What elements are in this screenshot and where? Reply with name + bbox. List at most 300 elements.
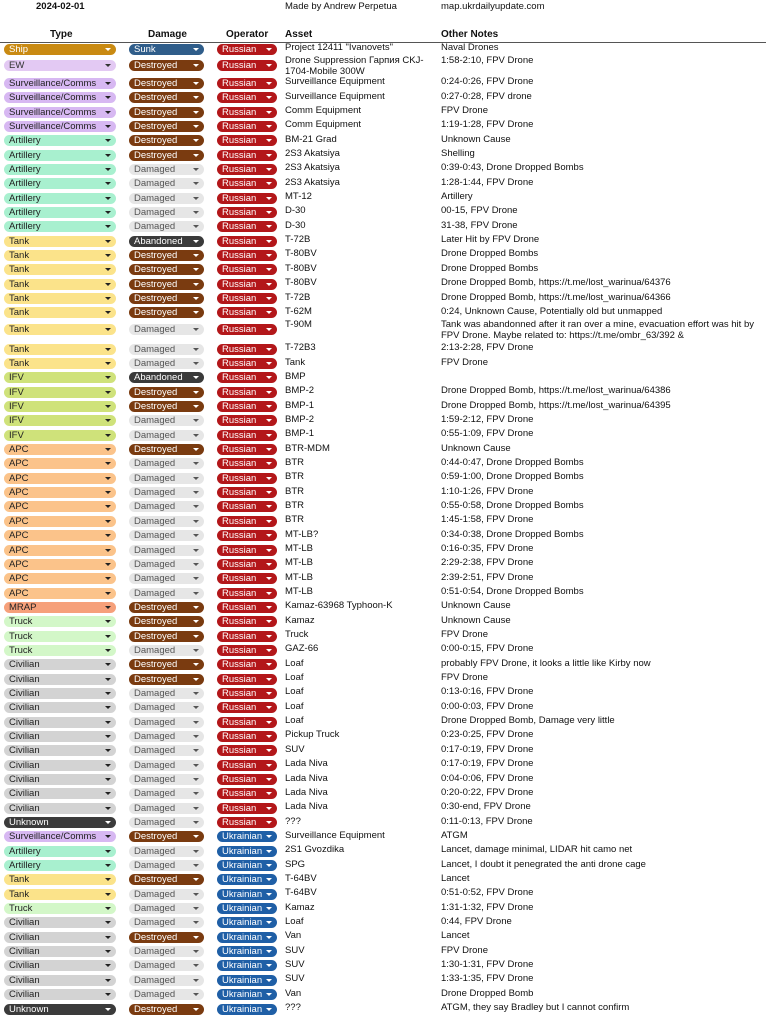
chevron-down-icon[interactable] [193,448,199,451]
notes-cell[interactable]: Drone Dropped Bombs [441,249,539,260]
type-dropdown[interactable] [4,344,116,355]
damage-dropdown[interactable] [129,745,204,756]
chevron-down-icon[interactable] [266,64,272,67]
operator-dropdown[interactable] [217,932,277,943]
operator-dropdown[interactable] [217,717,277,728]
type-dropdown[interactable] [4,645,116,656]
notes-cell[interactable]: 0:13-0:16, FPV Drone [441,687,534,698]
type-dropdown[interactable] [4,279,116,290]
asset-cell[interactable]: Lada Niva [285,772,328,784]
damage-dropdown[interactable] [129,588,204,599]
chevron-down-icon[interactable] [266,778,272,781]
type-dropdown[interactable] [4,573,116,584]
chevron-down-icon[interactable] [193,182,199,185]
type-dropdown[interactable] [4,78,116,89]
chevron-down-icon[interactable] [105,168,111,171]
chevron-down-icon[interactable] [266,950,272,953]
chevron-down-icon[interactable] [193,835,199,838]
type-dropdown[interactable] [4,401,116,412]
chevron-down-icon[interactable] [193,328,199,331]
notes-cell[interactable]: 1:33-1:35, FPV Drone [441,974,534,985]
asset-cell[interactable]: 2S3 Akatsiya [285,148,340,160]
asset-cell[interactable]: Kamaz [285,614,315,626]
chevron-down-icon[interactable] [193,964,199,967]
operator-dropdown[interactable] [217,44,277,55]
chevron-down-icon[interactable] [193,520,199,523]
chevron-down-icon[interactable] [105,139,111,142]
chevron-down-icon[interactable] [193,1008,199,1011]
operator-dropdown[interactable] [217,803,277,814]
asset-cell[interactable]: GAZ-66 [285,643,319,655]
damage-dropdown[interactable] [129,358,204,369]
operator-dropdown[interactable] [217,236,277,247]
operator-dropdown[interactable] [217,250,277,261]
chevron-down-icon[interactable] [105,635,111,638]
chevron-down-icon[interactable] [193,376,199,379]
type-dropdown[interactable] [4,674,116,685]
type-dropdown[interactable] [4,250,116,261]
operator-dropdown[interactable] [217,60,277,71]
chevron-down-icon[interactable] [266,893,272,896]
chevron-down-icon[interactable] [266,154,272,157]
chevron-down-icon[interactable] [105,563,111,566]
damage-dropdown[interactable] [129,293,204,304]
chevron-down-icon[interactable] [105,721,111,724]
damage-dropdown[interactable] [129,236,204,247]
chevron-down-icon[interactable] [105,950,111,953]
notes-cell[interactable]: Drone Dropped Bombs [441,263,539,274]
chevron-down-icon[interactable] [266,964,272,967]
damage-dropdown[interactable] [129,279,204,290]
asset-cell[interactable]: ??? [285,1002,301,1013]
asset-cell[interactable]: BM-21 Grad [285,133,337,145]
operator-dropdown[interactable] [217,193,277,204]
damage-dropdown[interactable] [129,917,204,928]
asset-cell[interactable]: T-72B [285,291,311,303]
chevron-down-icon[interactable] [193,48,199,51]
asset-cell[interactable]: D-30 [285,205,306,217]
chevron-down-icon[interactable] [105,893,111,896]
asset-cell[interactable]: SUV [285,958,305,970]
notes-cell[interactable]: 0:51-0:54, Drone Dropped Bombs [441,587,584,598]
asset-cell[interactable]: Lada Niva [285,801,328,813]
chevron-down-icon[interactable] [105,154,111,157]
chevron-down-icon[interactable] [193,419,199,422]
chevron-down-icon[interactable] [193,82,199,85]
notes-cell[interactable]: Unknown Cause [441,615,511,626]
notes-cell[interactable]: 0:23-0:25, FPV Drone [441,730,534,741]
asset-cell[interactable]: Truck [285,629,309,641]
asset-cell[interactable]: SUV [285,973,305,985]
chevron-down-icon[interactable] [105,491,111,494]
operator-dropdown[interactable] [217,817,277,828]
asset-cell[interactable]: D-30 [285,219,306,231]
notes-cell[interactable]: Unknown Cause [441,601,511,612]
damage-dropdown[interactable] [129,78,204,89]
notes-cell[interactable]: 2:39-2:51, FPV Drone [441,572,534,583]
asset-cell[interactable]: BMP-2 [285,413,315,425]
chevron-down-icon[interactable] [105,240,111,243]
notes-cell[interactable]: Drone Dropped Bomb, https://t.me/lost_warinua/64386 [441,386,671,397]
type-dropdown[interactable] [4,559,116,570]
notes-cell[interactable]: Drone Dropped Bomb, https://t.me/lost_warinua/64366 [441,292,671,303]
chevron-down-icon[interactable] [266,328,272,331]
damage-dropdown[interactable] [129,631,204,642]
damage-dropdown[interactable] [129,307,204,318]
chevron-down-icon[interactable] [193,311,199,314]
chevron-down-icon[interactable] [266,168,272,171]
damage-dropdown[interactable] [129,788,204,799]
chevron-down-icon[interactable] [193,391,199,394]
notes-cell[interactable]: 0:17-0:19, FPV Drone [441,759,534,770]
chevron-down-icon[interactable] [105,792,111,795]
chevron-down-icon[interactable] [266,993,272,996]
operator-dropdown[interactable] [217,458,277,469]
notes-cell[interactable]: Unknown Cause [441,134,511,145]
damage-dropdown[interactable] [129,92,204,103]
operator-dropdown[interactable] [217,545,277,556]
asset-cell[interactable]: SUV [285,944,305,956]
notes-cell[interactable]: 0:51-0:52, FPV Drone [441,888,534,899]
notes-cell[interactable]: 1:19-1:28, FPV Drone [441,120,534,131]
operator-dropdown[interactable] [217,903,277,914]
notes-cell[interactable]: 1:28-1:44, FPV Drone [441,177,534,188]
chevron-down-icon[interactable] [193,893,199,896]
chevron-down-icon[interactable] [266,96,272,99]
chevron-down-icon[interactable] [105,297,111,300]
operator-dropdown[interactable] [217,307,277,318]
asset-cell[interactable]: MT-LB [285,557,313,569]
notes-cell[interactable]: 0:00-0:15, FPV Drone [441,644,534,655]
operator-dropdown[interactable] [217,415,277,426]
operator-dropdown[interactable] [217,264,277,275]
damage-dropdown[interactable] [129,645,204,656]
chevron-down-icon[interactable] [266,111,272,114]
asset-cell[interactable]: T-90M [285,319,312,331]
damage-dropdown[interactable] [129,516,204,527]
asset-cell[interactable]: Kamaz [285,901,315,913]
operator-dropdown[interactable] [217,917,277,928]
column-header-operator[interactable]: Operator [226,29,269,40]
operator-dropdown[interactable] [217,731,277,742]
type-dropdown[interactable] [4,135,116,146]
chevron-down-icon[interactable] [193,921,199,924]
asset-cell[interactable]: Pickup Truck [285,729,340,741]
type-dropdown[interactable] [4,946,116,957]
chevron-down-icon[interactable] [193,268,199,271]
type-dropdown[interactable] [4,358,116,369]
type-dropdown[interactable] [4,264,116,275]
chevron-down-icon[interactable] [266,835,272,838]
chevron-down-icon[interactable] [105,592,111,595]
type-dropdown[interactable] [4,788,116,799]
chevron-down-icon[interactable] [266,211,272,214]
asset-cell[interactable]: MT-LB [285,586,313,598]
chevron-down-icon[interactable] [105,577,111,580]
chevron-down-icon[interactable] [105,964,111,967]
chevron-down-icon[interactable] [193,721,199,724]
damage-dropdown[interactable] [129,387,204,398]
chevron-down-icon[interactable] [193,649,199,652]
chevron-down-icon[interactable] [266,563,272,566]
operator-dropdown[interactable] [217,78,277,89]
asset-cell[interactable]: T-72B [285,234,311,246]
type-dropdown[interactable] [4,831,116,842]
chevron-down-icon[interactable] [193,549,199,552]
chevron-down-icon[interactable] [266,620,272,623]
type-dropdown[interactable] [4,745,116,756]
notes-cell[interactable]: 1:45-1:58, FPV Drone [441,515,534,526]
chevron-down-icon[interactable] [193,225,199,228]
asset-cell[interactable]: SPG [285,858,306,870]
type-dropdown[interactable] [4,415,116,426]
chevron-down-icon[interactable] [105,1008,111,1011]
asset-cell[interactable]: Loaf [285,700,304,712]
operator-dropdown[interactable] [217,293,277,304]
chevron-down-icon[interactable] [105,197,111,200]
notes-cell[interactable]: Lancet [441,873,470,884]
operator-dropdown[interactable] [217,487,277,498]
asset-cell[interactable]: MT-LB? [285,528,319,540]
chevron-down-icon[interactable] [193,96,199,99]
notes-cell[interactable]: 1:58-2:10, FPV Drone [441,56,534,67]
chevron-down-icon[interactable] [193,663,199,666]
asset-cell[interactable]: BTR [285,514,304,526]
operator-dropdown[interactable] [217,207,277,218]
asset-cell[interactable]: BTR-MDM [285,442,330,454]
operator-dropdown[interactable] [217,788,277,799]
chevron-down-icon[interactable] [193,821,199,824]
notes-cell[interactable]: 1:30-1:31, FPV Drone [441,959,534,970]
chevron-down-icon[interactable] [266,225,272,228]
chevron-down-icon[interactable] [193,477,199,480]
chevron-down-icon[interactable] [193,936,199,939]
asset-cell[interactable]: Kamaz-63968 Typhoon-K [285,600,393,612]
chevron-down-icon[interactable] [193,563,199,566]
asset-cell[interactable]: T-72B3 [285,342,316,354]
notes-cell[interactable]: 31-38, FPV Drone [441,220,518,231]
type-dropdown[interactable] [4,688,116,699]
chevron-down-icon[interactable] [266,735,272,738]
operator-dropdown[interactable] [217,221,277,232]
notes-cell[interactable]: Later Hit by FPV Drone [441,235,540,246]
damage-dropdown[interactable] [129,207,204,218]
chevron-down-icon[interactable] [266,792,272,795]
asset-cell[interactable]: BTR [285,456,304,468]
chevron-down-icon[interactable] [193,534,199,537]
operator-dropdown[interactable] [217,401,277,412]
chevron-down-icon[interactable] [105,328,111,331]
operator-dropdown[interactable] [217,860,277,871]
damage-dropdown[interactable] [129,473,204,484]
asset-cell[interactable]: Van [285,987,302,999]
damage-dropdown[interactable] [129,717,204,728]
chevron-down-icon[interactable] [105,125,111,128]
notes-cell[interactable]: 0:44, FPV Drone [441,916,512,927]
chevron-down-icon[interactable] [105,706,111,709]
chevron-down-icon[interactable] [266,520,272,523]
column-header-damage[interactable]: Damage [148,29,187,40]
chevron-down-icon[interactable] [105,735,111,738]
notes-cell[interactable]: FPV Drone [441,945,488,956]
asset-cell[interactable]: BMP-2 [285,385,315,397]
type-dropdown[interactable] [4,917,116,928]
notes-cell[interactable]: 2:13-2:28, FPV Drone [441,343,534,354]
chevron-down-icon[interactable] [105,692,111,695]
operator-dropdown[interactable] [217,616,277,627]
chevron-down-icon[interactable] [193,993,199,996]
chevron-down-icon[interactable] [193,792,199,795]
chevron-down-icon[interactable] [266,878,272,881]
damage-dropdown[interactable] [129,803,204,814]
asset-cell[interactable]: Loaf [285,657,304,669]
chevron-down-icon[interactable] [266,362,272,365]
chevron-down-icon[interactable] [193,125,199,128]
chevron-down-icon[interactable] [105,211,111,214]
notes-cell[interactable]: 0:59-1:00, Drone Dropped Bombs [441,472,584,483]
chevron-down-icon[interactable] [105,835,111,838]
damage-dropdown[interactable] [129,344,204,355]
type-dropdown[interactable] [4,372,116,383]
type-dropdown[interactable] [4,588,116,599]
notes-cell[interactable]: Drone Dropped Bomb, https://t.me/lost_warinua/64376 [441,278,671,289]
damage-dropdown[interactable] [129,688,204,699]
operator-dropdown[interactable] [217,387,277,398]
operator-dropdown[interactable] [217,645,277,656]
chevron-down-icon[interactable] [266,749,272,752]
operator-dropdown[interactable] [217,989,277,1000]
chevron-down-icon[interactable] [105,649,111,652]
chevron-down-icon[interactable] [266,376,272,379]
chevron-down-icon[interactable] [105,405,111,408]
chevron-down-icon[interactable] [266,297,272,300]
damage-dropdown[interactable] [129,150,204,161]
chevron-down-icon[interactable] [193,678,199,681]
chevron-down-icon[interactable] [105,606,111,609]
column-header-asset[interactable]: Asset [285,29,313,40]
chevron-down-icon[interactable] [266,592,272,595]
operator-dropdown[interactable] [217,745,277,756]
damage-dropdown[interactable] [129,760,204,771]
asset-cell[interactable]: Loaf [285,672,304,684]
notes-cell[interactable]: Unknown Cause [441,443,511,454]
type-dropdown[interactable] [4,150,116,161]
asset-cell[interactable]: Comm Equipment [285,119,362,131]
operator-dropdown[interactable] [217,774,277,785]
notes-cell[interactable]: probably FPV Drone, it looks a little like Kirby now [441,658,651,669]
chevron-down-icon[interactable] [193,979,199,982]
chevron-down-icon[interactable] [193,577,199,580]
damage-dropdown[interactable] [129,135,204,146]
damage-dropdown[interactable] [129,874,204,885]
operator-dropdown[interactable] [217,975,277,986]
asset-cell[interactable]: T-80BV [285,277,317,289]
damage-dropdown[interactable] [129,774,204,785]
notes-cell[interactable]: 0:24-0:26, FPV Drone [441,77,534,88]
chevron-down-icon[interactable] [266,48,272,51]
type-dropdown[interactable] [4,487,116,498]
operator-dropdown[interactable] [217,516,277,527]
type-dropdown[interactable] [4,989,116,1000]
asset-cell[interactable]: Lada Niva [285,758,328,770]
chevron-down-icon[interactable] [193,154,199,157]
operator-dropdown[interactable] [217,846,277,857]
type-dropdown[interactable] [4,530,116,541]
chevron-down-icon[interactable] [266,182,272,185]
chevron-down-icon[interactable] [193,254,199,257]
damage-dropdown[interactable] [129,372,204,383]
damage-dropdown[interactable] [129,178,204,189]
damage-dropdown[interactable] [129,430,204,441]
asset-cell[interactable]: Van [285,930,302,942]
chevron-down-icon[interactable] [193,462,199,465]
operator-dropdown[interactable] [217,1004,277,1015]
type-dropdown[interactable] [4,817,116,828]
chevron-down-icon[interactable] [105,434,111,437]
chevron-down-icon[interactable] [105,979,111,982]
notes-cell[interactable]: 0:44-0:47, Drone Dropped Bombs [441,457,584,468]
chevron-down-icon[interactable] [266,448,272,451]
chevron-down-icon[interactable] [266,606,272,609]
chevron-down-icon[interactable] [266,907,272,910]
damage-dropdown[interactable] [129,107,204,118]
notes-cell[interactable]: FPV Drone [441,106,488,117]
chevron-down-icon[interactable] [105,850,111,853]
damage-dropdown[interactable] [129,846,204,857]
damage-dropdown[interactable] [129,573,204,584]
damage-dropdown[interactable] [129,975,204,986]
type-dropdown[interactable] [4,324,116,335]
damage-dropdown[interactable] [129,674,204,685]
chevron-down-icon[interactable] [105,749,111,752]
notes-cell[interactable]: 0:11-0:13, FPV Drone [441,816,533,827]
asset-cell[interactable]: T-80BV [285,248,317,260]
damage-dropdown[interactable] [129,731,204,742]
damage-dropdown[interactable] [129,164,204,175]
notes-cell[interactable]: 0:00-0:03, FPV Drone [441,701,534,712]
chevron-down-icon[interactable] [193,64,199,67]
damage-dropdown[interactable] [129,659,204,670]
operator-dropdown[interactable] [217,92,277,103]
chevron-down-icon[interactable] [266,850,272,853]
operator-dropdown[interactable] [217,372,277,383]
asset-cell[interactable]: ??? [285,815,301,827]
chevron-down-icon[interactable] [105,620,111,623]
notes-cell[interactable]: Drone Dropped Bomb, https://t.me/lost_warinua/64395 [441,400,671,411]
damage-dropdown[interactable] [129,989,204,1000]
chevron-down-icon[interactable] [193,211,199,214]
chevron-down-icon[interactable] [105,764,111,767]
notes-cell[interactable]: 0:34-0:38, Drone Dropped Bombs [441,529,584,540]
asset-cell[interactable]: BTR [285,499,304,511]
type-dropdown[interactable] [4,458,116,469]
type-dropdown[interactable] [4,774,116,785]
chevron-down-icon[interactable] [105,82,111,85]
chevron-down-icon[interactable] [105,111,111,114]
asset-cell[interactable]: MT-LB [285,571,313,583]
chevron-down-icon[interactable] [105,311,111,314]
operator-dropdown[interactable] [217,530,277,541]
type-dropdown[interactable] [4,221,116,232]
chevron-down-icon[interactable] [105,821,111,824]
type-dropdown[interactable] [4,717,116,728]
operator-dropdown[interactable] [217,444,277,455]
chevron-down-icon[interactable] [105,254,111,257]
chevron-down-icon[interactable] [105,419,111,422]
notes-cell[interactable]: ATGM, they say Bradley but I cannot confirm [441,1003,630,1013]
operator-dropdown[interactable] [217,178,277,189]
chevron-down-icon[interactable] [105,268,111,271]
